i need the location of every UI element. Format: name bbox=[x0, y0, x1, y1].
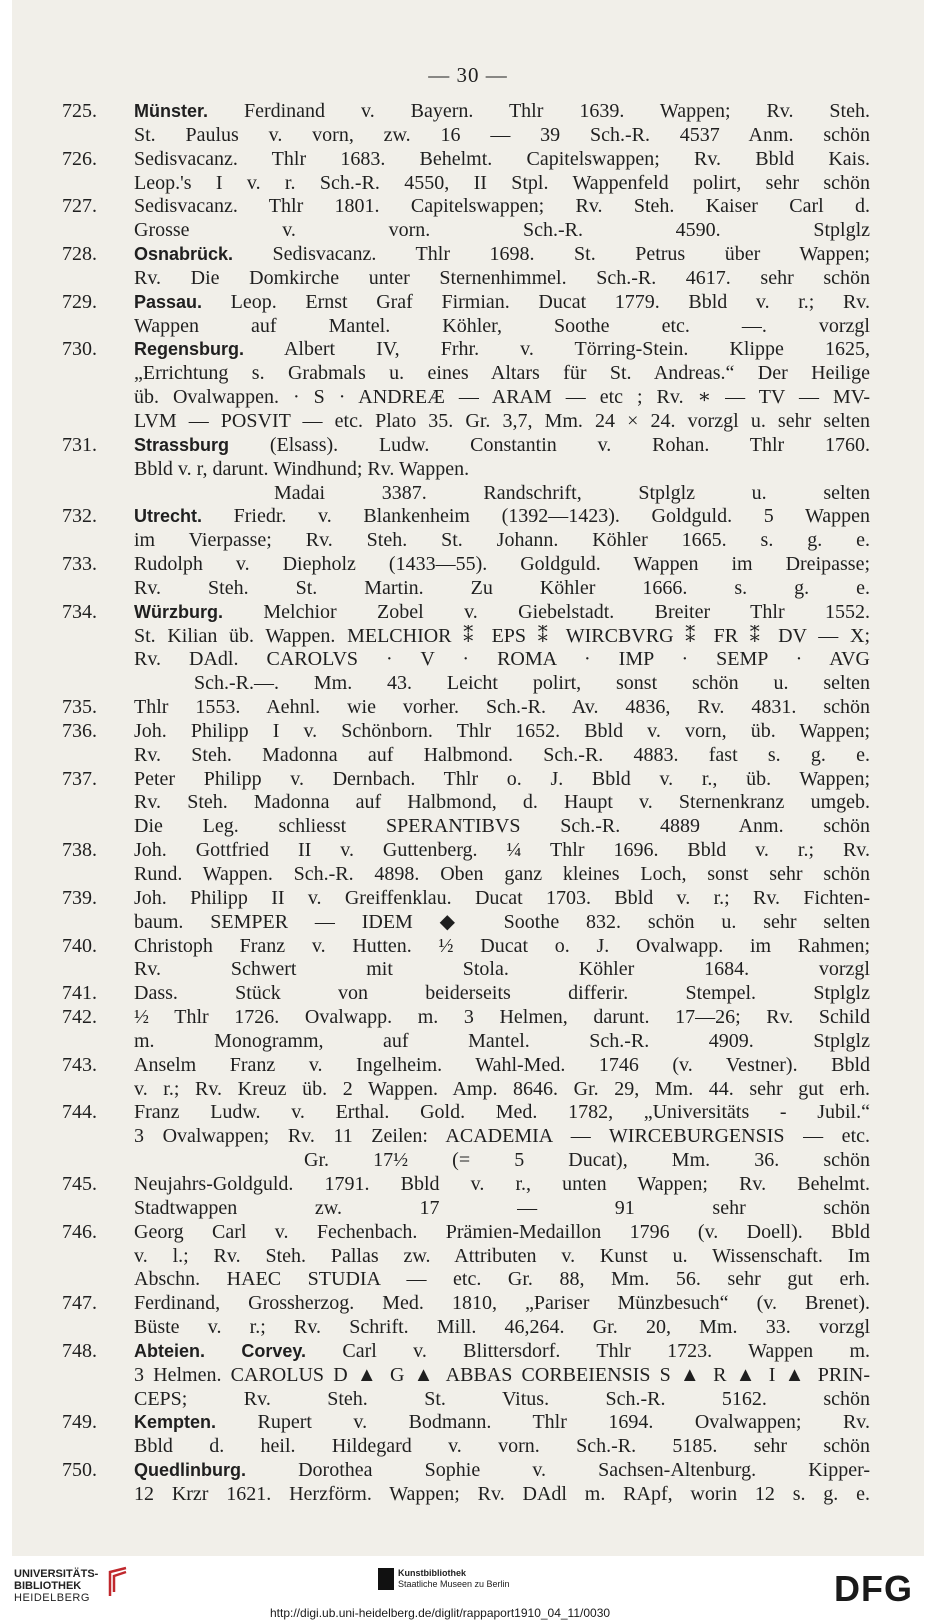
entry-text: Rv. Steh. Madonna auf Halbmond, d. Haupt v. Sternenkranz umgeb. bbox=[134, 791, 870, 814]
entry-line bbox=[134, 482, 870, 506]
catalog-entry bbox=[62, 338, 870, 433]
ub-logo-line1: UNIVERSITÄTS- bbox=[14, 1568, 99, 1580]
entry-number: 732. bbox=[62, 505, 97, 528]
entry-line bbox=[134, 505, 870, 529]
kb-title: Kunstbibliothek bbox=[398, 1568, 466, 1578]
catalog-entry bbox=[62, 768, 870, 840]
catalog-entry bbox=[62, 982, 870, 1006]
entry-line bbox=[134, 1006, 870, 1030]
mint-city-name: Würzburg. bbox=[134, 601, 223, 622]
entry-body bbox=[134, 1173, 870, 1221]
entry-body bbox=[134, 696, 870, 720]
entry-body bbox=[134, 768, 870, 840]
entry-line bbox=[134, 1078, 870, 1102]
entry-line bbox=[134, 148, 870, 172]
catalog-entry bbox=[62, 1459, 870, 1507]
catalog-entry bbox=[62, 100, 870, 148]
entry-text: LVM — POSVIT — etc. Plato 35. Gr. 3,7, Mm. 24 × 24. vorzgl u. sehr selten bbox=[134, 409, 870, 432]
catalog-entry bbox=[62, 1292, 870, 1340]
entry-line bbox=[134, 434, 870, 458]
catalog-entry bbox=[62, 887, 870, 935]
catalog-entry bbox=[62, 1101, 870, 1173]
entry-text: Rudolph v. Diepholz (1433—55). Goldguld. Wappen im Dreipasse; bbox=[134, 553, 870, 576]
entry-line bbox=[134, 720, 870, 744]
entry-number: 734. bbox=[62, 600, 97, 623]
entry-number: 746. bbox=[62, 1220, 97, 1243]
entry-text: Rv. Die Domkirche unter Sternenhimmel. Sch.-R. 4617. sehr schön bbox=[134, 266, 870, 289]
entry-text: „Errichtung s. Grabmals u. eines Altars für St. Andreas.“ Der Heilige bbox=[134, 362, 870, 385]
entry-line bbox=[134, 124, 870, 148]
entry-line bbox=[134, 1316, 870, 1340]
entry-text: v. r.; Rv. Kreuz üb. 2 Wappen. Amp. 8646. Gr. 29, Mm. 44. sehr gut erh. bbox=[134, 1077, 870, 1100]
entry-line bbox=[134, 1030, 870, 1054]
entry-line bbox=[134, 362, 870, 386]
ub-logo-line2: BIBLIOTHEK bbox=[14, 1580, 82, 1592]
entry-body bbox=[134, 1221, 870, 1293]
entry-line bbox=[134, 696, 870, 720]
catalog-entry bbox=[62, 1054, 870, 1102]
ub-heidelberg-logo[interactable] bbox=[14, 1568, 98, 1604]
catalog-entries bbox=[62, 100, 870, 1507]
entry-line bbox=[134, 1268, 870, 1292]
entry-body bbox=[134, 195, 870, 243]
entry-line bbox=[134, 386, 870, 410]
entry-body bbox=[134, 935, 870, 983]
entry-line bbox=[134, 911, 870, 935]
entry-text: Abschn. HAEC STUDIA — etc. Gr. 88, Mm. 56. sehr gut erh. bbox=[134, 1268, 870, 1291]
entry-text: 3 Helmen. CAROLUS D ▲ G ▲ ABBAS CORBEIENSIS S ▲ R ▲ I ▲ PRIN- bbox=[134, 1363, 870, 1386]
entry-number: 738. bbox=[62, 839, 97, 862]
catalog-entry bbox=[62, 1340, 870, 1412]
entry-text: Albert IV, Frhr. v. Törring-Stein. Klippe 1625, bbox=[244, 338, 870, 361]
catalog-entry bbox=[62, 1411, 870, 1459]
entry-text: Leop.'s I v. r. Sch.-R. 4550, II Stpl. Wappenfeld polirt, sehr schön bbox=[134, 171, 870, 194]
catalog-entry bbox=[62, 696, 870, 720]
dfg-logo[interactable]: DFG bbox=[834, 1568, 913, 1609]
entry-text: m. Monogramm, auf Mantel. Sch.-R. 4909. Stplglz bbox=[134, 1029, 870, 1052]
entry-body bbox=[134, 1101, 870, 1173]
entry-text: Ferdinand v. Bayern. Thlr 1639. Wappen; Rv. Steh. bbox=[208, 100, 870, 122]
entry-text: Rv. Schwert mit Stola. Köhler 1684. vorzgl bbox=[134, 958, 870, 981]
entry-number: 733. bbox=[62, 553, 97, 576]
entry-line bbox=[134, 553, 870, 577]
entry-line bbox=[134, 1292, 870, 1316]
entry-line bbox=[134, 458, 870, 482]
catalog-entry bbox=[62, 291, 870, 339]
entry-text: Joh. Philipp I v. Schönborn. Thlr 1652. Bbld v. vorn, üb. Wappen; bbox=[134, 719, 870, 742]
entry-text: Sedisvacanz. Thlr 1801. Capitelswappen; Rv. Steh. Kaiser Carl d. bbox=[134, 195, 870, 218]
entry-text: Sedisvacanz. Thlr 1683. Behelmt. Capitelswappen; Rv. Bbld Kais. bbox=[134, 147, 870, 170]
catalog-entry bbox=[62, 839, 870, 887]
entry-text: Wappen auf Mantel. Köhler, Soothe etc. —. vorzgl bbox=[134, 314, 870, 337]
entry-body bbox=[134, 505, 870, 553]
entry-body bbox=[134, 601, 870, 696]
entry-number: 749. bbox=[62, 1411, 97, 1434]
entry-line bbox=[134, 1173, 870, 1197]
entry-text: Grosse v. vorn. Sch.-R. 4590. Stplglz bbox=[134, 219, 870, 242]
entry-text: Sch.-R.—. Mm. 43. Leicht polirt, sonst schön u. selten bbox=[194, 672, 870, 695]
entry-text: Gr. 17½ (= 5 Ducat), Mm. 36. schön bbox=[304, 1149, 870, 1172]
entry-number: 730. bbox=[62, 338, 97, 361]
source-url-link[interactable]: http://digi.ub.uni-heidelberg.de/diglit/rappaport1910_04_11/0030 bbox=[270, 1606, 611, 1620]
entry-text: Büste v. r.; Rv. Schrift. Mill. 46,264. Gr. 20, Mm. 33. vorzgl bbox=[134, 1316, 870, 1339]
entry-line bbox=[134, 577, 870, 601]
entry-line bbox=[134, 958, 870, 982]
entry-number: 741. bbox=[62, 982, 97, 1005]
mint-city-name: Abteien. Corvey. bbox=[134, 1340, 307, 1361]
entry-body bbox=[134, 553, 870, 601]
entry-line bbox=[134, 815, 870, 839]
entry-text: Joh. Gottfried II v. Guttenberg. ¼ Thlr 1696. Bbld v. r.; Rv. bbox=[134, 839, 870, 862]
entry-number: 727. bbox=[62, 195, 97, 218]
entry-number: 750. bbox=[62, 1459, 97, 1482]
entry-line bbox=[134, 1125, 870, 1149]
mint-city-name: Utrecht. bbox=[134, 506, 203, 527]
catalog-entry bbox=[62, 1221, 870, 1293]
catalog-entry bbox=[62, 601, 870, 696]
entry-line bbox=[134, 338, 870, 362]
entry-text: Carl v. Blittersdorf. Thlr 1723. Wappen m. bbox=[306, 1339, 870, 1362]
entry-body bbox=[134, 291, 870, 339]
entry-text: Franz Ludw. v. Erthal. Gold. Med. 1782, „Universitäts - Jubil.“ bbox=[134, 1101, 870, 1124]
ub-heidelberg-emblem-icon bbox=[106, 1566, 130, 1600]
entry-text: Rv. Steh. St. Martin. Zu Köhler 1666. s. g. e. bbox=[134, 576, 870, 599]
kunstbibliothek-emblem-icon bbox=[378, 1568, 394, 1590]
kb-subtitle: Staatliche Museen zu Berlin bbox=[398, 1579, 510, 1589]
entry-line bbox=[134, 529, 870, 553]
entry-text: Christoph Franz v. Hutten. ½ Ducat o. J. Ovalwapp. im Rahmen; bbox=[134, 934, 870, 957]
entry-text: Rv. Steh. Madonna auf Halbmond. Sch.-R. 4883. fast s. g. e. bbox=[134, 743, 870, 766]
entry-body bbox=[134, 243, 870, 291]
scanned-page bbox=[12, 0, 924, 1556]
entry-text: ½ Thlr 1726. Ovalwapp. m. 3 Helmen, darunt. 17—26; Rv. Schild bbox=[134, 1006, 870, 1029]
entry-body bbox=[134, 434, 870, 506]
entry-line bbox=[134, 172, 870, 196]
entry-text: Die Leg. schliesst SPERANTIBVS Sch.-R. 4889 Anm. schön bbox=[134, 815, 870, 838]
entry-text: Peter Philipp v. Dernbach. Thlr o. J. Bbld v. r., üb. Wappen; bbox=[134, 767, 870, 790]
entry-line bbox=[134, 1364, 870, 1388]
entry-body bbox=[134, 1054, 870, 1102]
catalog-entry bbox=[62, 148, 870, 196]
entry-number: 743. bbox=[62, 1053, 97, 1076]
entry-number: 744. bbox=[62, 1101, 97, 1124]
entry-body bbox=[134, 720, 870, 768]
entry-line bbox=[134, 1459, 870, 1483]
entry-line bbox=[134, 1197, 870, 1221]
entry-number: 735. bbox=[62, 696, 97, 719]
entry-body bbox=[134, 982, 870, 1006]
entry-line bbox=[134, 935, 870, 959]
entry-line bbox=[134, 1435, 870, 1459]
catalog-entry bbox=[62, 720, 870, 768]
entry-number: 745. bbox=[62, 1172, 97, 1195]
entry-line bbox=[134, 1149, 870, 1173]
catalog-entry bbox=[62, 1006, 870, 1054]
entry-number: 729. bbox=[62, 290, 97, 313]
entry-number: 731. bbox=[62, 433, 97, 456]
entry-text: Melchior Zobel v. Giebelstadt. Breiter Thlr 1552. bbox=[222, 600, 870, 623]
mint-city-name: Passau. bbox=[134, 291, 203, 312]
catalog-entry bbox=[62, 195, 870, 243]
entry-body bbox=[134, 1006, 870, 1054]
mint-city-name: Regensburg. bbox=[134, 339, 245, 360]
entry-body bbox=[134, 839, 870, 887]
entry-body bbox=[134, 1292, 870, 1340]
entry-text: Bbld d. heil. Hildegard v. vorn. Sch.-R. 5185. sehr schön bbox=[134, 1435, 870, 1458]
catalog-entry bbox=[62, 935, 870, 983]
entry-line bbox=[134, 672, 870, 696]
entry-text: im Vierpasse; Rv. Steh. St. Johann. Köhler 1665. s. g. e. bbox=[134, 529, 870, 552]
entry-line bbox=[134, 1388, 870, 1412]
entry-text: Madai 3387. Randschrift, Stplglz u. selten bbox=[274, 481, 870, 504]
entry-body bbox=[134, 1411, 870, 1459]
page-number: — 30 — bbox=[428, 63, 508, 87]
entry-body bbox=[134, 1340, 870, 1412]
entry-line bbox=[134, 315, 870, 339]
entry-line bbox=[134, 267, 870, 291]
entry-line bbox=[134, 1054, 870, 1078]
entry-text: Stadtwappen zw. 17 — 91 sehr schön bbox=[134, 1196, 870, 1219]
entry-text: Ferdinand, Grossherzog. Med. 1810, „Pariser Münzbesuch“ (v. Brenet). bbox=[134, 1292, 870, 1315]
kunstbibliothek-logo[interactable] bbox=[398, 1568, 510, 1590]
mint-city-name: Münster. bbox=[134, 101, 209, 121]
entry-line bbox=[134, 601, 870, 625]
entry-text: St. Kilian üb. Wappen. MELCHIOR ⁑ EPS ⁑ WIRCBVRG ⁑ FR ⁑ DV — X; bbox=[134, 624, 870, 647]
entry-line bbox=[134, 410, 870, 434]
catalog-entry bbox=[62, 1173, 870, 1221]
entry-body bbox=[134, 338, 870, 433]
entry-line bbox=[134, 1483, 870, 1507]
entry-number: 739. bbox=[62, 886, 97, 909]
catalog-entry bbox=[62, 505, 870, 553]
mint-city-name: Quedlinburg. bbox=[134, 1460, 246, 1481]
entry-text: Dass. Stück von beiderseits differir. Stempel. Stplglz bbox=[134, 982, 870, 1005]
entry-line bbox=[134, 982, 870, 1006]
entry-text: (Elsass). Ludw. Constantin v. Rohan. Thlr 1760. bbox=[229, 433, 870, 456]
catalog-entry bbox=[62, 243, 870, 291]
entry-number: 736. bbox=[62, 719, 97, 742]
entry-line bbox=[134, 625, 870, 649]
entry-text: Thlr 1553. Aehnl. wie vorher. Sch.-R. Av. 4836, Rv. 4831. schön bbox=[134, 696, 870, 719]
entry-line bbox=[134, 1101, 870, 1125]
entry-line bbox=[134, 291, 870, 315]
catalog-entry bbox=[62, 553, 870, 601]
entry-text: v. l.; Rv. Steh. Pallas zw. Attributen v. Kunst u. Wissenschaft. Im bbox=[134, 1244, 870, 1267]
entry-line bbox=[134, 648, 870, 672]
entry-text: Joh. Philipp II v. Greiffenklau. Ducat 1703. Bbld v. r.; Rv. Fichten- bbox=[134, 886, 870, 909]
entry-line bbox=[134, 1245, 870, 1269]
entry-line bbox=[134, 243, 870, 267]
entry-text: baum. SEMPER — IDEM ◆ Soothe 832. schön u. sehr selten bbox=[134, 910, 870, 933]
entry-number: 725. bbox=[62, 100, 97, 122]
entry-text: 3 Ovalwappen; Rv. 11 Zeilen: ACADEMIA — WIRCEBURGENSIS — etc. bbox=[134, 1125, 870, 1148]
entry-text: Rupert v. Bodmann. Thlr 1694. Ovalwappen; Rv. bbox=[216, 1411, 870, 1434]
entry-number: 748. bbox=[62, 1339, 97, 1362]
entry-number: 737. bbox=[62, 767, 97, 790]
entry-line bbox=[134, 219, 870, 243]
mint-city-name: Kempten. bbox=[134, 1412, 217, 1433]
entry-line bbox=[134, 839, 870, 863]
ub-logo-line3: HEIDELBERG bbox=[14, 1592, 90, 1604]
entry-line bbox=[134, 1411, 870, 1435]
entry-number: 728. bbox=[62, 243, 97, 266]
entry-line bbox=[134, 744, 870, 768]
entry-text: Bbld v. r, darunt. Windhund; Rv. Wappen. bbox=[134, 457, 470, 480]
entry-line bbox=[134, 100, 870, 124]
mint-city-name: Strassburg bbox=[134, 434, 230, 455]
entry-text: Georg Carl v. Fechenbach. Prämien-Medaillon 1796 (v. Doell). Bbld bbox=[134, 1220, 870, 1243]
entry-body bbox=[134, 887, 870, 935]
entry-number: 726. bbox=[62, 147, 97, 170]
entry-body bbox=[134, 148, 870, 196]
entry-body bbox=[134, 1459, 870, 1507]
entry-text: Sedisvacanz. Thlr 1698. St. Petrus über Wappen; bbox=[233, 243, 870, 266]
entry-number: 740. bbox=[62, 934, 97, 957]
entry-text: St. Paulus v. vorn, zw. 16 — 39 Sch.-R. 4537 Anm. schön bbox=[134, 123, 870, 146]
entry-text: CEPS; Rv. Steh. St. Vitus. Sch.-R. 5162. schön bbox=[134, 1387, 870, 1410]
entry-text: Leop. Ernst Graf Firmian. Ducat 1779. Bbld v. r.; Rv. bbox=[202, 290, 870, 313]
entry-text: Rund. Wappen. Sch.-R. 4898. Oben ganz kleines Loch, sonst sehr schön bbox=[134, 863, 870, 885]
entry-line bbox=[134, 863, 870, 887]
entry-text: Friedr. v. Blankenheim (1392—1423). Goldguld. 5 Wappen bbox=[202, 505, 870, 528]
catalog-entry bbox=[62, 434, 870, 506]
entry-line bbox=[134, 1221, 870, 1245]
footer-bar bbox=[0, 1556, 936, 1623]
entry-line bbox=[134, 768, 870, 792]
entry-number: 742. bbox=[62, 1006, 97, 1029]
entry-line bbox=[134, 791, 870, 815]
entry-number: 747. bbox=[62, 1292, 97, 1315]
entry-text: 12 Krzr 1621. Herzförm. Wappen; Rv. DAdl m. RApf, worin 12 s. g. e. bbox=[134, 1482, 870, 1505]
entry-text: üb. Ovalwappen. · S · ANDREÆ — ARAM — etc ; Rv. ∗ — TV — MV- bbox=[134, 386, 870, 409]
entry-text: Anselm Franz v. Ingelheim. Wahl-Med. 1746 (v. Vestner). Bbld bbox=[134, 1053, 870, 1076]
entry-text: Neujahrs-Goldguld. 1791. Bbld v. r., unten Wappen; Rv. Behelmt. bbox=[134, 1172, 870, 1195]
entry-line bbox=[134, 887, 870, 911]
mint-city-name: Osnabrück. bbox=[134, 244, 234, 265]
entry-line bbox=[134, 195, 870, 219]
entry-text: Rv. DAdl. CAROLVS · V · ROMA · IMP · SEMP · AVG bbox=[134, 648, 870, 671]
entry-body bbox=[134, 100, 870, 148]
entry-line bbox=[134, 1340, 870, 1364]
entry-text: Dorothea Sophie v. Sachsen-Altenburg. Kipper- bbox=[246, 1459, 870, 1482]
